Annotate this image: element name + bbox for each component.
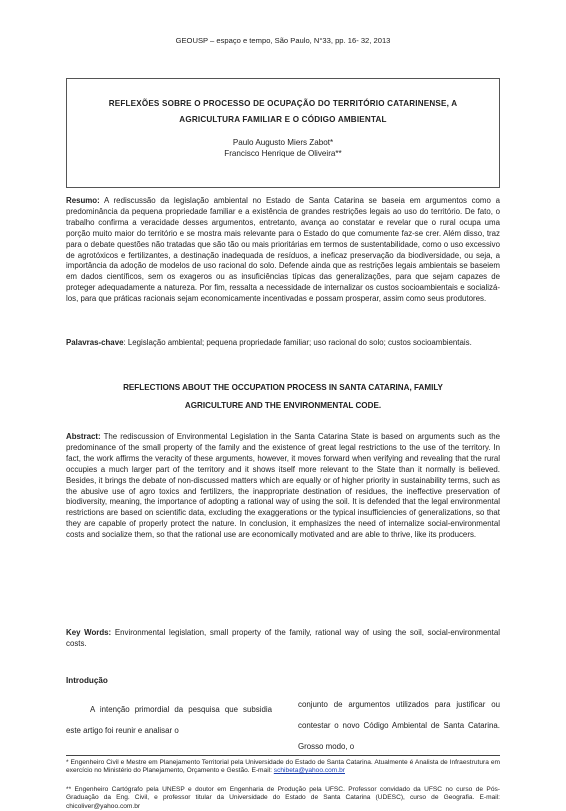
title-en-line1: REFLECTIONS ABOUT THE OCCUPATION PROCESS IN SANTA CATARINA, FAMILY: [123, 383, 443, 392]
palavras-chave-paragraph: [66, 338, 500, 349]
title-pt-line2: AGRICULTURA FAMILIAR E O CÓDIGO AMBIENTAL: [179, 115, 387, 124]
resumo-text: A rediscussão da legislação ambiental no Estado de Santa Catarina se baseia em argumentos como a predominância da pequena propriedade familiar e a existência de grandes restrições legais ao uso do território. De fato, o trabalho confirma a veracidade desses argumentos, entretanto, avança ao constatar e revelar que o rural ocupa uma porção muito maior do território e se mostra mais relevante para o Estado do que comumente faz-se crer. Além disso, traz para o debate questões não tratadas que são tão ou mais prioritárias em termos de sustentabilidade, como o uso excessivo de agrotóxicos e fertilizantes, a destinação inadequada de resíduos, a ineficaz preservação da biodiversidade, ou seja, a importância da adoção de modelos de uso racional do solo. Defende ainda que as restrições legais ambientais se baseiem em dados científicos, sem os exageros ou as insuficiências típicas das generalizações, para que sejam capazes de proteger adequadamente a natureza. Por fim, ressalta a necessidade de internalizar os custos socioambientais e socializá-los, para que práticas racionais sejam economicamente incentivadas e possam prosperar, assim como seus produtores.: [66, 196, 500, 304]
keywords-paragraph: [66, 628, 500, 650]
footnote-rule: [66, 755, 500, 756]
abstract-text: The rediscussion of Environmental Legislation in the Santa Catarina State is based on arguments such as the predominance of the small property of the family and the existence of great legal restrictions to the use of the territory. In fact, the work affirms the veracity of these arguments, however, it moves forward when verifying and revealing that the rural occupies a much larger part of the territory and it shows itself more relevant to the State than it normally is believed. Besides, it brings the debate of non-discussed matters which are equally or of higher priority in sustainability terms, such as the abusive use of agro toxics and fertilizers, the inappropriate destination of residues, the ineffective preservation of biodiversity, meaning, the importance of adopting a rational way of using the soil. It is defended that the legal environmental restrictions are based on scientific data, excluding the exaggerations or the typical insufficiencies of generalizations, so that they are capable of properly protect the nature. In conclusion, it emphasizes the need of internalize social-environmental costs and socialize them, so that the rational use are economically motivated and are able to thrive, like its producers.: [66, 432, 500, 540]
palavras-chave-text: : Legislação ambiental; pequena propriedade familiar; uso racional do solo; custos socioambientais.: [123, 338, 472, 347]
resumo-paragraph: [66, 196, 500, 305]
author-1: Paulo Augusto Miers Zabot*: [232, 138, 334, 147]
authors: [66, 137, 500, 159]
section-heading-introducao: Introdução: [66, 676, 108, 685]
abstract-paragraph: [66, 432, 500, 541]
intro-column-right: conjunto de argumentos utilizados para justificar ou contestar o novo Código Ambiental de Santa Catarina. Grosso modo, o: [298, 700, 500, 751]
abstract-label: Abstract:: [66, 432, 101, 441]
title-en-line2: AGRICULTURE AND THE ENVIRONMENTAL CODE.: [184, 401, 382, 410]
intro-column-left: [66, 699, 272, 741]
title-english: [66, 379, 500, 415]
intro-col1-text: A intenção primordial da pesquisa que subsidia este artigo foi reunir e analisar o: [66, 705, 272, 735]
title-pt-line1: REFLEXÕES SOBRE O PROCESSO DE OCUPAÇÃO DO TERRITÓRIO CATARINENSE, A: [108, 99, 458, 108]
footnote-1-text: * Engenheiro Civil e Mestre em Planejamento Territorial pela Universidade do Estado de Santa Catarina. Atualmente é Analista de Infraestrutura em exercício no Ministério do Planejamento, Orçamento e Gestão. E-mail:: [66, 759, 500, 775]
running-header: GEOUSP – espaço e tempo, São Paulo, N°33, pp. 16- 32, 2013: [175, 36, 391, 45]
keywords-text: Environmental legislation, small property of the family, rational way of using the soil, social-environmental costs.: [66, 628, 500, 648]
footnote-2: ** Engenheiro Cartógrafo pela UNESP e doutor em Engenharia de Produção pela UFSC. Professor convidado da UFSC no curso de Pós-Graduação da Eng. Civil, e professor titular da Universidade do Estado de Santa Catarina (UDESC), curso de Geografia. E-mail: chicoliver@yahoo.com.br: [66, 786, 500, 810]
title-portuguese: [66, 96, 500, 128]
footnote-1: [66, 759, 500, 776]
title-box: [66, 78, 500, 188]
resumo-label: Resumo:: [66, 196, 100, 205]
footnote-1-email-link[interactable]: schibeta@yahoo.com.br: [273, 767, 345, 775]
author-2: Francisco Henrique de Oliveira**: [224, 149, 342, 158]
keywords-label: Key Words:: [66, 628, 112, 637]
palavras-chave-label: Palavras-chave: [66, 338, 124, 347]
